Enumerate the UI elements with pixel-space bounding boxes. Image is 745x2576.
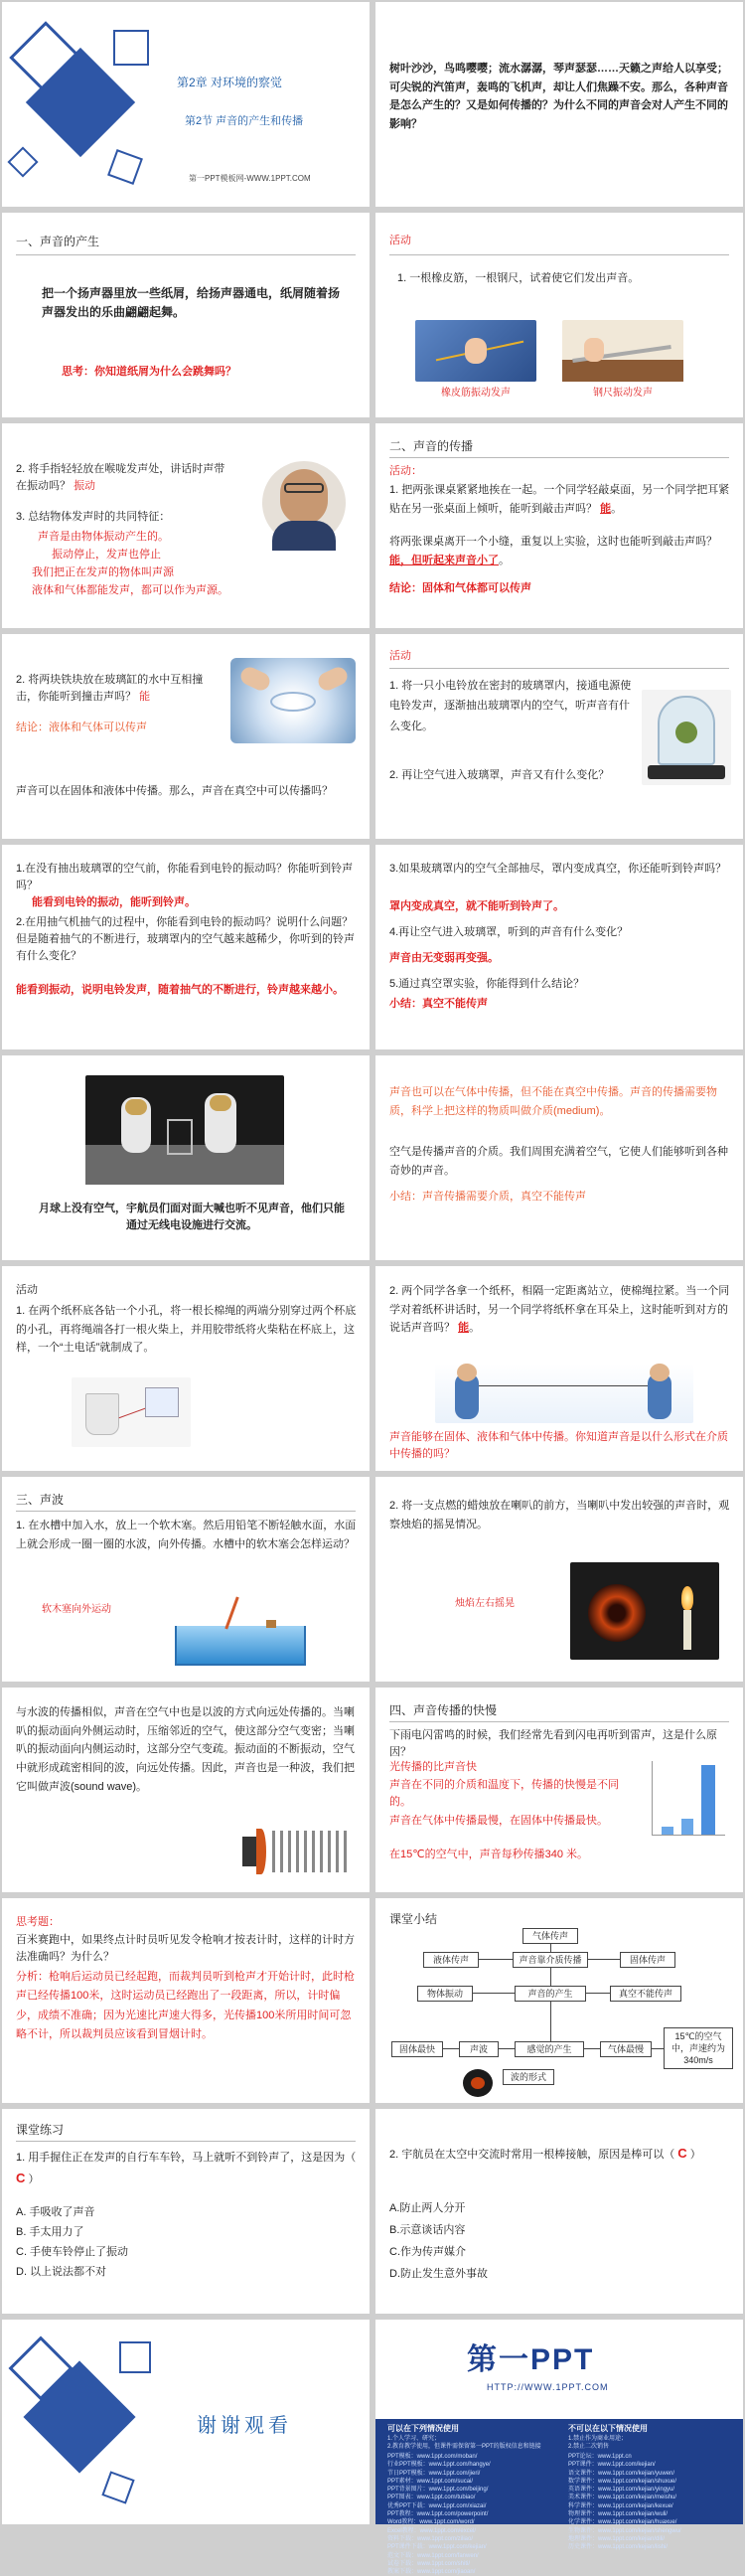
thinking-question: 百米赛跑中，如果终点计时员听见发令枪响才按表计时，这样的计时方法准确吗？为什么？ [16,1934,355,1964]
speed-line-4: 在15℃的空气中，声音每秒传播340 米。 [389,1849,588,1860]
slide-string-phone-2[interactable] [375,1266,743,1471]
string-phone-text: 1. 在两个纸杯底各钻一个小孔，将一根长棉绳的两端分别穿过两个杯底的小孔，再将绳端各打一根火柴上，并用胶带纸将火柴粘在杯底上，这样，一个“土电话”就制成了。 [16,1305,357,1355]
think-question: 思考：你知道纸屑为什么会跳舞吗？ [62,366,236,378]
bell-question-2: 2.在用抽气机抽气的过程中，你能看到电铃的振动吗？说明什么问题？但是随着抽气的不断进行，玻璃罩内的空气越来越稀少，你听到的铃声有什么变化？ [16,916,355,963]
desk-answer-2: 能，但听起来声音小了 [389,554,499,566]
practice-question-2 [389,2143,731,2166]
summary-heading: 课堂小结 [389,1912,438,1926]
medium-form-question: 声音能够在固体、液体和气体中传播。你知道声音是以什么形式在介质中传播的吗？ [389,1431,728,1461]
connector [479,1959,513,1960]
slide-bell-jar[interactable] [375,634,743,839]
medium-paragraph-2: 空气是传播声音的介质。我们周围充满着空气，它使人们能够听到各种奇妙的声音。 [389,1146,728,1178]
speed-line-3: 声音在气体中传播最慢，在固体中传播最快。 [389,1815,608,1827]
activity-heading: 活动 [389,650,411,662]
slide-medium[interactable] [375,1055,743,1260]
desk-question-1-text: 1. 把两张课桌紧紧地挨在一起。一个同学轻敲桌面，另一个同学把耳紧贴在另一张桌面上倾听，能听到敲击声吗？ [389,484,730,515]
node-speed: 15℃的空气中，声速约为340m/s [664,2027,733,2069]
bell-answer-2: 能看到振动，说明电铃发声，随着抽气的不断进行，铃声越来越小。 [16,984,344,996]
allowed-line: 1.个人学习、研究； [387,2436,441,2442]
slide-candle[interactable] [375,1477,743,1682]
divider [16,254,356,255]
bell-question-5: 5.通过真空罩实验，你能得到什么结论？ [389,978,585,990]
string-phone-answer: 能 [458,1322,470,1335]
slide-bell-questions-2[interactable] [375,845,743,1049]
footer-link[interactable]: 语文课件：www.1ppt.com/kejian/yuwen/ [568,2470,675,2477]
throat-question [16,461,230,495]
footer-link[interactable]: 节日PPT模板：www.1ppt.com/jieri/ [387,2470,481,2477]
string-phone-question: 2. 两个同学各拿一个纸杯，相隔一定距离站立，使棉绳拉紧。当一个同学对着纸杯讲话时，另一个同学将纸杯拿在耳朵上，这时能听到对方的说话声音吗？ 能。 [389,1285,730,1335]
chapter-title: 第2章 对环境的察觉 [177,76,283,89]
summary-question: 3. 总结物体发声时的共同特征： [16,511,171,523]
node-gas-slowest: 气体最慢 [600,2041,652,2057]
rubber-band-photo [415,320,536,382]
practice-question-2-close: ） [689,2149,701,2161]
water-question [16,672,221,706]
activity-label: 活动： [389,465,422,477]
speaker-thumb [463,2069,493,2097]
water-conclusion: 结论：液体和气体可以传声 [16,722,147,733]
medium-paragraph-1: 声音也可以在气体中传播，但不能在真空中传播。声音的传播需要物质，科学上把这样的物质叫做介质(medium)。 [389,1086,717,1118]
section-title: 第2节 声音的产生和传播 [185,115,304,127]
practice-answer-2: C [677,2146,687,2161]
thunder-question: 下雨电闪雷鸣的时候，我们经常先看到闪电再听到雷声，这是什么原因？ [389,1729,717,1759]
option-c[interactable]: C.作为传声媒介 [389,2246,466,2258]
desk-conclusion: 结论：固体和气体都可以传声 [389,582,531,594]
candle-photo [570,1562,719,1660]
connector [588,1959,620,1960]
section-heading: 四、声音传播的快慢 [389,1703,498,1717]
practice-question-1 [16,2149,358,2190]
slide-throat-vibration[interactable] [2,423,370,628]
node-medium: 声音靠介质传播 [513,1952,588,1968]
footer-link[interactable]: 物理课件：www.1ppt.com/kejian/wuli/ [568,2511,669,2518]
speed-line-1: 光传播的比声音快 [389,1761,477,1773]
water-question-text: 2. 将两块铁块放在玻璃缸的水中互相撞击，你能听到撞击声吗？ [16,674,204,704]
section-heading: 二、声音的传播 [389,439,474,453]
slide-sound-production[interactable] [2,213,370,417]
deco-square-small-2 [107,149,143,185]
desk-question-2-text: 将两张课桌离开一个小缝，重复以上实验，这时也能听到敲击声吗？ [389,536,717,548]
brand-logo: 第一PPT [467,2343,595,2376]
slide-bell-questions-1[interactable] [2,845,370,1049]
activity-text: 1. 一根橡皮筋，一根钢尺，试着使它们发出声音。 [397,272,640,284]
footer-link[interactable]: PPT素材：www.1ppt.com/sucai/ [387,2478,474,2485]
section-heading: 三、声波 [16,1493,65,1507]
footer-link[interactable]: 美术课件：www.1ppt.com/kejian/meishu/ [568,2495,677,2501]
connector [550,2002,551,2041]
slide-water-sound[interactable] [2,634,370,839]
forbidden-heading: 不可以在以下情况使用 [568,2424,648,2433]
slide-thanks[interactable] [2,2320,370,2524]
deco-square-small [119,2341,151,2373]
divider [389,457,729,458]
footer-link[interactable]: 科学课件：www.1ppt.com/kejian/kexue/ [568,2502,673,2509]
footer-link[interactable]: PPT教程：www.1ppt.com/powerpoint/ [387,2511,489,2518]
bell-answer-3: 罩内变成真空，就不能听到铃声了。 [389,900,564,912]
allowed-list [387,2435,560,2451]
slide-thinking[interactable] [2,1898,370,2103]
practice-answer-1: C [16,2171,26,2186]
connector [550,1944,551,1952]
forbidden-line: 1.禁止作为商业用途； [568,2436,628,2442]
option-a[interactable]: A. 手吸收了声音 [16,2206,95,2218]
divider [16,2141,356,2142]
conclusion-2: 振动停止，发声也停止 [52,549,161,561]
node-wave-form: 波的形式 [503,2069,554,2085]
footer-link[interactable]: Excel教程：www.1ppt.com/excel/ [387,2527,477,2534]
sound-wave-text: 与水波的传播相似，声音在空气中也是以波的方式向远处传播的。当喇叭的振动面向外侧运动时，压缩邻近的空气，使这部分空气变密；当喇叭的振动面向内侧运动时，这部分空气变疏。振动面的不断振动，空气中就形成疏密相间的波，向远处传播。因此，声音也是一种波，我们把它叫做声波(sound wave)。 [16,1706,355,1793]
kids-phone-photo [435,1364,693,1423]
allowed-line: 2.教育教学使用，但课件需保留第一PPT的版权信息和链接 [387,2444,541,2450]
speed-line-2: 声音在不同的介质和温度下，传播的快慢是不同的。 [389,1779,619,1809]
candle-text: 2. 将一支点燃的蜡烛放在喇叭的前方，当喇叭中发出较强的声音时，观察烛焰的摇晃情况。 [389,1500,730,1530]
steel-ruler-photo [562,320,683,382]
slide-intro[interactable] [375,2,743,207]
slide-activity-1[interactable] [375,213,743,417]
vacuum-question: 声音可以在固体和液体中传播。那么，声音在真空中可以传播吗？ [16,785,333,797]
bell-question-4: 4.再让空气进入玻璃罩，听到的声音有什么变化？ [389,926,629,938]
desk-question-2: 将两张课桌离开一个小缝，重复以上实验，这时也能听到敲击声吗？ 能，但听起来声音小了。 [389,536,717,566]
thinking-analysis: 分析：枪响后运动员已经起跑，而裁判员听到枪声才开始计时，此时枪声已经传播100米，这时运动员已经跑出了一段距离，所以，计时偏少，成绩不准确；因为光速比声速大得多，光传播100米所用时间可忽略不计，所以裁判员应该看到冒烟计时。 [16,1971,355,2040]
section-heading: 一、声音的产生 [16,235,100,248]
thanks-text: 谢谢观看 [197,2415,292,2437]
string-phone-question-text: 2. 两个同学各拿一个纸杯，相隔一定距离站立，使棉绳拉紧。当一个同学对着纸杯讲话时，另一个同学将纸杯拿在耳朵上，这时能听到对方的说话声音吗？ [389,1285,730,1335]
footer-link[interactable]: PPT模板：www.1ppt.com/moban/ [387,2454,478,2460]
speaker-wave-diagram [240,1825,350,1878]
connector [443,2048,459,2049]
connector [586,1993,610,1994]
node-production: 声音的产生 [515,1986,586,2002]
footer-link[interactable]: PPT课件下载：www.1ppt.com/kejian/ [387,2544,487,2551]
slide-title[interactable] [2,2,370,207]
bell-question-1: 1.在没有抽出玻璃罩的空气前，你能看到电铃的振动吗？你能听到铃声吗？ [16,863,354,892]
node-gas: 气体传声 [522,1928,578,1944]
slide-string-phone[interactable] [2,1266,370,1471]
footer-link[interactable]: 教案下载：www.1ppt.com/jiaoan/ [387,2569,476,2576]
throat-question-text: 2. 将手指轻轻放在喉咙发声处，讲话时声带在振动吗？ [16,463,225,493]
copyright-panel [375,2419,743,2576]
node-wave: 声波 [459,2041,499,2057]
slide-speed[interactable] [375,1688,743,1892]
throat-answer: 振动 [74,480,96,493]
desk-answer-1: 能 [600,502,612,515]
footer-link[interactable]: 资料下载：www.1ppt.com/ziliao/ [387,2535,474,2542]
intro-text: 树叶沙沙，鸟鸣嘤嘤；流水潺潺，琴声瑟瑟……天籁之声给人以享受；可尖锐的汽笛声，轰鸣的飞机声，却让人们焦躁不安。那么，各种声音是怎么产生的？又是如何传播的？为什么不同的声音会对人产生不同的影响？ [389,63,728,131]
slide-sound-wave-2[interactable] [2,1688,370,1892]
activity-heading: 活动 [16,1284,38,1296]
footer-link[interactable]: 行业PPT模板：www.1ppt.com/hangye/ [387,2462,491,2469]
rubber-band-caption: 橡皮筋振动发声 [441,388,511,399]
desk-question-1: 1. 把两张课桌紧紧地挨在一起。一个同学轻敲桌面，另一个同学把耳紧贴在另一张桌面上倾听，能听到敲击声吗？ 能。 [389,484,730,515]
option-b[interactable]: B.示意谈话内容 [389,2224,466,2236]
footer-link[interactable]: 数学课件：www.1ppt.com/kejian/shuxue/ [568,2478,677,2485]
brand-url[interactable]: HTTP://WWW.1PPT.COM [487,2382,609,2392]
divider [389,668,729,669]
footer-link[interactable]: 地理课件：www.1ppt.com/kejian/dili/ [568,2535,666,2542]
connector [550,1968,551,1986]
footer-link[interactable]: PPT课件：www.1ppt.com/kejian/ [568,2462,656,2469]
option-d[interactable]: D.防止发生意外事故 [389,2268,488,2280]
slide-sound-propagation[interactable] [375,423,743,628]
bell-answer-1: 能看到电铃的振动，能听到铃声。 [32,896,196,908]
allowed-links [387,2453,560,2576]
forbidden-line: 2.禁止二次销售 [568,2444,610,2450]
logo-area [375,2320,743,2419]
slide-practice-1[interactable] [2,2109,370,2314]
practice-question-1-close: ） [28,2174,40,2186]
option-b[interactable]: B. 手太用力了 [16,2226,84,2238]
node-solid-fastest: 固体最快 [391,2041,443,2057]
footer-link[interactable]: PPT论坛：www.1ppt.cn [568,2454,632,2460]
connector [584,2048,600,2049]
option-c[interactable]: C. 手使车铃停止了振动 [16,2246,129,2258]
divider [389,254,729,255]
node-vibration: 物体振动 [417,1986,473,2002]
slide-summary[interactable] [375,1898,743,2103]
option-d[interactable]: D. 以上说法都不对 [16,2266,107,2278]
cork-caption: 软木塞向外运动 [42,1604,111,1615]
practice-heading: 课堂练习 [16,2123,65,2137]
string-phone-photo [72,1377,191,1447]
bell-jar-step-1: 1. 将一只小电铃放在密封的玻璃罩内，接通电源使电铃发声，逐渐抽出玻璃罩内的空气，听声音有什么变化。 [389,680,632,732]
speaker-text: 把一个扬声器里放一些纸屑，给扬声器通电，纸屑随着扬声器发出的乐曲翩翩起舞。 [42,286,341,319]
water-tank-diagram [171,1586,310,1672]
conclusion-3: 我们把正在发声的物体叫声源 [32,566,174,578]
bell-question-3: 3.如果玻璃罩内的空气全部抽尽，罩内变成真空，你还能听到铃声吗？ [389,863,727,875]
candle-caption: 烛焰左右摇晃 [455,1598,515,1609]
node-vacuum: 真空不能传声 [610,1986,681,2002]
allowed-heading: 可以在下列情况使用 [387,2424,459,2433]
footer-link[interactable]: 试卷下载：www.1ppt.com/shiti/ [387,2560,471,2567]
footer-text: 第一PPT模板网-WWW.1PPT.COM [189,174,311,183]
astronaut-photo [85,1075,284,1185]
connector [473,1993,515,1994]
footer-link[interactable]: 历史课件：www.1ppt.com/kejian/lishi/ [568,2544,669,2551]
conclusion-4: 液体和气体都能发声，都可以作为声源。 [32,584,228,596]
node-sensation: 感觉的产生 [515,2041,584,2057]
conclusion-1: 声音是由物体振动产生的。 [38,531,169,543]
divider [16,1511,356,1512]
practice-question-2-text: 2. 宇航员在太空中交流时常用一根棒接触，原因是棒可以（ [389,2149,675,2161]
slide-moon[interactable] [2,1055,370,1260]
bell-jar-photo [642,690,731,785]
footer-link[interactable]: Word教程：www.1ppt.com/word/ [387,2519,475,2526]
bell-answer-5: 小结：真空不能传声 [389,998,488,1010]
footer-link[interactable]: 范文下载：www.1ppt.com/fanwen/ [387,2552,479,2559]
slide-sound-wave-1[interactable] [2,1477,370,1682]
water-answer: 能 [139,691,151,704]
slide-copyright[interactable] [375,2320,743,2576]
forbidden-list [568,2435,737,2451]
thinking-heading: 思考题： [16,1916,60,1928]
deco-square-small-2 [101,2471,134,2503]
connector [652,2048,664,2049]
node-solid: 固体传声 [620,1952,675,1968]
speed-bar-chart [644,1753,729,1849]
footer-link[interactable]: PPT图表：www.1ppt.com/tubiao/ [387,2495,476,2501]
footer-link[interactable]: 生物课件：www.1ppt.com/kejian/shengwu/ [568,2527,681,2534]
footer-link[interactable]: 优秀PPT下载：www.1ppt.com/xiazai/ [387,2502,487,2509]
deco-square-small [113,30,149,66]
option-a[interactable]: A.防止两人分开 [389,2202,466,2214]
footer-link[interactable]: PPT背景图片：www.1ppt.com/beijing/ [387,2487,489,2494]
bell-answer-4: 声音由无变弱再变强。 [389,952,499,964]
steel-ruler-caption: 钢尺振动发声 [593,388,653,399]
footer-link[interactable]: 化学课件：www.1ppt.com/kejian/huaxue/ [568,2519,677,2526]
divider [389,1721,729,1722]
moon-text: 月球上没有空气，宇航员们面对面大喊也听不见声音，他们只能通过无线电设施进行交流。 [39,1203,345,1232]
medium-summary: 小结：声音传播需要介质，真空不能传声 [389,1191,586,1203]
forbidden-links [568,2453,737,2552]
deco-square-small-3 [7,146,38,177]
footer-link[interactable]: 英语课件：www.1ppt.com/kejian/yingyu/ [568,2487,675,2494]
node-liquid: 液体传声 [423,1952,479,1968]
water-wave-text: 1. 在水槽中加入水，放上一个软木塞。然后用铅笔不断轻触水面，水面上就会形成一圈一圈的水波，向外传播。水槽中的软木塞会怎样运动？ [16,1520,357,1550]
bell-jar-step-2: 2. 再让空气进入玻璃罩，声音又有什么变化？ [389,769,610,781]
activity-heading: 活动 [389,235,411,246]
practice-question-1-text: 1. 用手握住正在发声的自行车车铃，马上就听不到铃声了，这是因为（ [16,2152,357,2164]
slide-practice-2[interactable] [375,2109,743,2314]
connector [499,2048,515,2049]
